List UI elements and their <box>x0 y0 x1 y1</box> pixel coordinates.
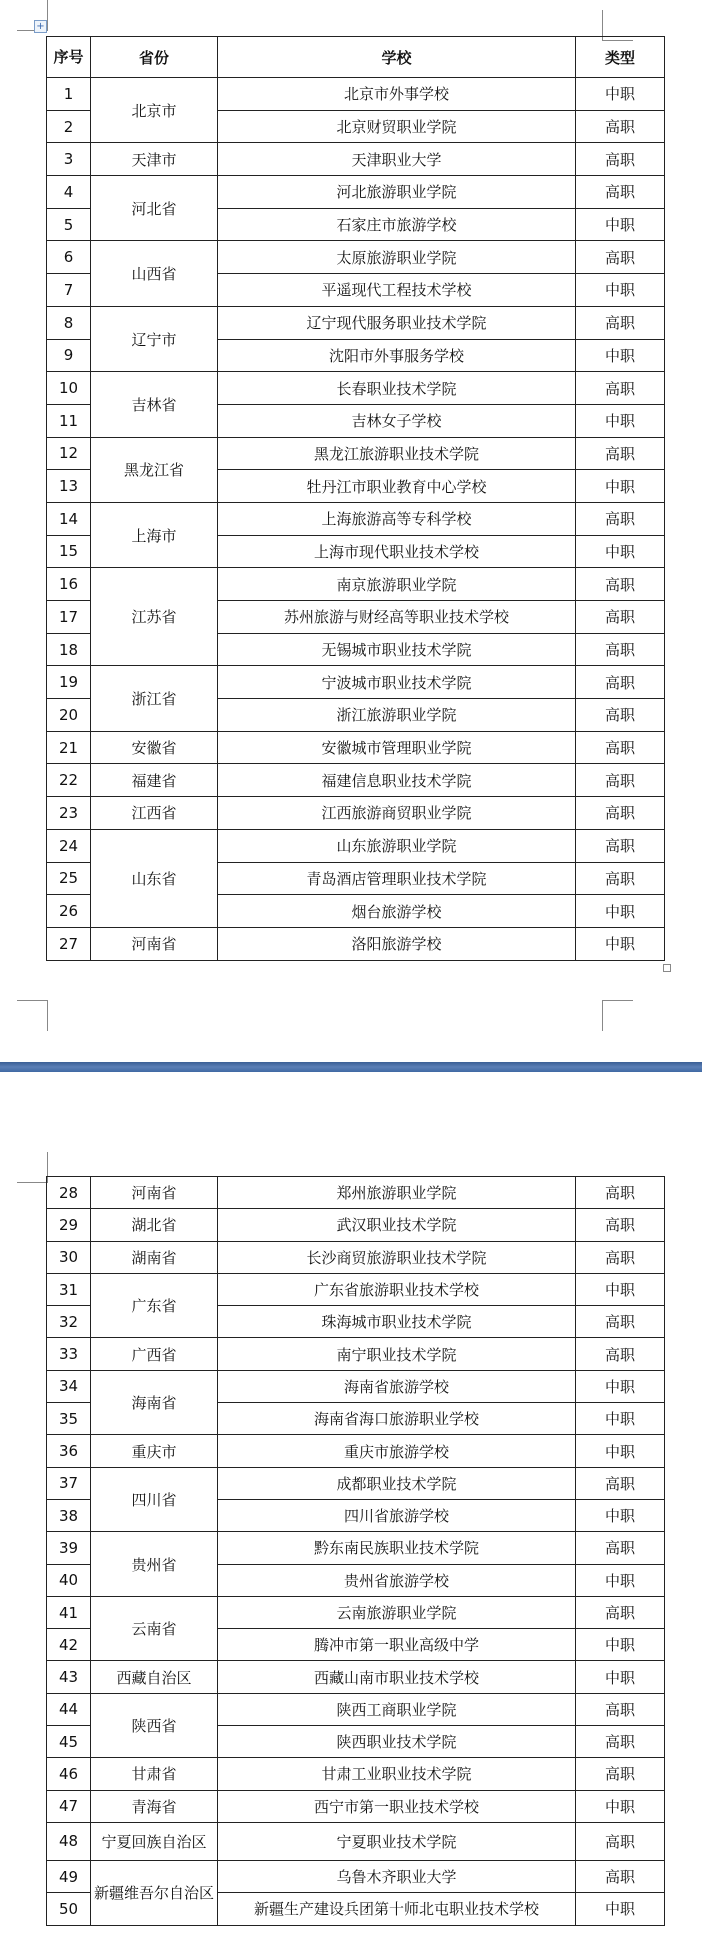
school-cell: 吉林女子学校 <box>218 404 576 437</box>
row-number: 45 <box>47 1726 91 1758</box>
school-cell: 辽宁现代服务职业技术学院 <box>218 306 576 339</box>
province-cell: 青海省 <box>91 1790 218 1822</box>
table-row <box>47 1822 665 1860</box>
type-cell: 高职 <box>576 568 665 601</box>
province-cell: 贵州省 <box>91 1532 218 1597</box>
type-cell: 高职 <box>576 1241 665 1273</box>
row-number: 48 <box>47 1822 91 1860</box>
type-cell: 中职 <box>576 1893 665 1925</box>
crop-mark <box>17 1152 48 1183</box>
school-cell: 江西旅游商贸职业学院 <box>218 797 576 830</box>
type-cell: 高职 <box>576 731 665 764</box>
province-cell: 天津市 <box>91 143 218 176</box>
province-cell: 河南省 <box>91 1177 218 1209</box>
row-number: 8 <box>47 306 91 339</box>
table-move-handle-icon[interactable]: + <box>34 20 47 33</box>
school-cell: 长沙商贸旅游职业技术学院 <box>218 1241 576 1273</box>
row-number: 44 <box>47 1693 91 1725</box>
type-cell: 中职 <box>576 78 665 111</box>
type-cell: 中职 <box>576 1273 665 1305</box>
header-type: 类型 <box>576 37 665 78</box>
row-number: 7 <box>47 274 91 307</box>
school-cell: 烟台旅游学校 <box>218 895 576 928</box>
table-row <box>47 666 665 699</box>
row-number: 47 <box>47 1790 91 1822</box>
type-cell: 中职 <box>576 1435 665 1467</box>
type-cell: 高职 <box>576 797 665 830</box>
school-cell: 安徽城市管理职业学院 <box>218 731 576 764</box>
type-cell: 高职 <box>576 1209 665 1241</box>
type-cell: 高职 <box>576 601 665 634</box>
row-number: 19 <box>47 666 91 699</box>
school-cell: 平遥现代工程技术学校 <box>218 274 576 307</box>
row-number: 41 <box>47 1596 91 1628</box>
row-number: 29 <box>47 1209 91 1241</box>
school-cell: 北京财贸职业学院 <box>218 110 576 143</box>
type-cell: 中职 <box>576 208 665 241</box>
school-cell: 太原旅游职业学院 <box>218 241 576 274</box>
row-number: 22 <box>47 764 91 797</box>
school-cell: 福建信息职业技术学院 <box>218 764 576 797</box>
table-row <box>47 927 665 960</box>
document-page-2 <box>0 1072 702 1957</box>
row-number: 17 <box>47 601 91 634</box>
type-cell: 高职 <box>576 1467 665 1499</box>
row-number: 36 <box>47 1435 91 1467</box>
province-cell: 安徽省 <box>91 731 218 764</box>
type-cell: 中职 <box>576 339 665 372</box>
school-cell: 宁波城市职业技术学院 <box>218 666 576 699</box>
type-cell: 高职 <box>576 1306 665 1338</box>
school-cell: 浙江旅游职业学院 <box>218 699 576 732</box>
row-number: 1 <box>47 78 91 111</box>
province-cell: 四川省 <box>91 1467 218 1532</box>
row-number: 50 <box>47 1893 91 1925</box>
province-cell: 河南省 <box>91 927 218 960</box>
page-separator <box>0 1062 702 1072</box>
row-number: 20 <box>47 699 91 732</box>
school-cell: 甘肃工业职业技术学院 <box>218 1758 576 1790</box>
type-cell: 中职 <box>576 1370 665 1402</box>
table-row <box>47 568 665 601</box>
province-cell: 湖南省 <box>91 1241 218 1273</box>
school-cell: 天津职业大学 <box>218 143 576 176</box>
type-cell: 高职 <box>576 176 665 209</box>
table-row <box>47 1209 665 1241</box>
row-number: 32 <box>47 1306 91 1338</box>
type-cell: 高职 <box>576 1726 665 1758</box>
province-cell: 山西省 <box>91 241 218 306</box>
school-cell: 乌鲁木齐职业大学 <box>218 1860 576 1892</box>
province-cell: 广东省 <box>91 1273 218 1338</box>
row-number: 23 <box>47 797 91 830</box>
row-number: 38 <box>47 1499 91 1531</box>
table-row <box>47 1693 665 1725</box>
table-row <box>47 1435 665 1467</box>
type-cell: 中职 <box>576 404 665 437</box>
table-row <box>47 372 665 405</box>
province-cell: 北京市 <box>91 78 218 143</box>
row-number: 33 <box>47 1338 91 1370</box>
row-number: 2 <box>47 110 91 143</box>
type-cell: 中职 <box>576 274 665 307</box>
table-row <box>47 1338 665 1370</box>
table-row <box>47 306 665 339</box>
table-row <box>47 1596 665 1628</box>
school-cell: 西宁市第一职业技术学校 <box>218 1790 576 1822</box>
type-cell: 高职 <box>576 1860 665 1892</box>
province-cell: 黑龙江省 <box>91 437 218 502</box>
header-seq: 序号 <box>47 37 91 78</box>
row-number: 16 <box>47 568 91 601</box>
province-cell: 广西省 <box>91 1338 218 1370</box>
row-number: 39 <box>47 1532 91 1564</box>
school-cell: 沈阳市外事服务学校 <box>218 339 576 372</box>
table-row <box>47 1758 665 1790</box>
school-cell: 苏州旅游与财经高等职业技术学校 <box>218 601 576 634</box>
header-school: 学校 <box>218 37 576 78</box>
school-cell: 腾冲市第一职业高级中学 <box>218 1629 576 1661</box>
type-cell: 中职 <box>576 1629 665 1661</box>
type-cell: 中职 <box>576 535 665 568</box>
school-cell: 石家庄市旅游学校 <box>218 208 576 241</box>
row-number: 43 <box>47 1661 91 1693</box>
school-cell: 上海旅游高等专科学校 <box>218 502 576 535</box>
row-number: 10 <box>47 372 91 405</box>
type-cell: 高职 <box>576 502 665 535</box>
school-cell: 重庆市旅游学校 <box>218 1435 576 1467</box>
table-row <box>47 1860 665 1892</box>
province-cell: 甘肃省 <box>91 1758 218 1790</box>
table-row <box>47 1790 665 1822</box>
province-cell: 海南省 <box>91 1370 218 1435</box>
type-cell: 高职 <box>576 306 665 339</box>
table-row <box>47 78 665 111</box>
province-cell: 辽宁市 <box>91 306 218 371</box>
school-cell: 西藏山南市职业技术学校 <box>218 1661 576 1693</box>
school-cell: 云南旅游职业学院 <box>218 1596 576 1628</box>
type-cell: 中职 <box>576 1790 665 1822</box>
province-cell: 浙江省 <box>91 666 218 731</box>
crop-mark <box>602 1000 633 1031</box>
type-cell: 高职 <box>576 1758 665 1790</box>
table-row <box>47 241 665 274</box>
school-cell: 黑龙江旅游职业技术学院 <box>218 437 576 470</box>
row-number: 35 <box>47 1403 91 1435</box>
row-number: 40 <box>47 1564 91 1596</box>
row-number: 27 <box>47 927 91 960</box>
school-cell: 上海市现代职业技术学校 <box>218 535 576 568</box>
table-row <box>47 1273 665 1305</box>
school-table-part-1 <box>46 36 665 961</box>
type-cell: 高职 <box>576 1532 665 1564</box>
province-cell: 吉林省 <box>91 372 218 437</box>
row-number: 37 <box>47 1467 91 1499</box>
row-number: 5 <box>47 208 91 241</box>
type-cell: 高职 <box>576 1693 665 1725</box>
school-cell: 广东省旅游职业技术学校 <box>218 1273 576 1305</box>
type-cell: 中职 <box>576 927 665 960</box>
table-row <box>47 731 665 764</box>
table-row <box>47 502 665 535</box>
table-header-row <box>47 37 665 78</box>
school-cell: 洛阳旅游学校 <box>218 927 576 960</box>
header-province: 省份 <box>91 37 218 78</box>
row-number: 24 <box>47 829 91 862</box>
type-cell: 中职 <box>576 1661 665 1693</box>
row-number: 9 <box>47 339 91 372</box>
table-row <box>47 797 665 830</box>
row-number: 3 <box>47 143 91 176</box>
school-cell: 长春职业技术学院 <box>218 372 576 405</box>
row-number: 25 <box>47 862 91 895</box>
type-cell: 高职 <box>576 1338 665 1370</box>
table-row <box>47 1467 665 1499</box>
type-cell: 中职 <box>576 1403 665 1435</box>
school-cell: 黔东南民族职业技术学院 <box>218 1532 576 1564</box>
school-cell: 宁夏职业技术学院 <box>218 1822 576 1860</box>
row-number: 11 <box>47 404 91 437</box>
type-cell: 高职 <box>576 241 665 274</box>
type-cell: 中职 <box>576 470 665 503</box>
province-cell: 上海市 <box>91 502 218 567</box>
school-cell: 牡丹江市职业教育中心学校 <box>218 470 576 503</box>
row-number: 4 <box>47 176 91 209</box>
school-cell: 郑州旅游职业学院 <box>218 1177 576 1209</box>
table-row <box>47 437 665 470</box>
province-cell: 新疆维吾尔自治区 <box>91 1860 218 1925</box>
table-row <box>47 829 665 862</box>
table-row <box>47 176 665 209</box>
province-cell: 重庆市 <box>91 1435 218 1467</box>
crop-mark <box>17 1000 48 1031</box>
province-cell: 陕西省 <box>91 1693 218 1758</box>
type-cell: 高职 <box>576 862 665 895</box>
row-number: 31 <box>47 1273 91 1305</box>
school-cell: 陕西工商职业学院 <box>218 1693 576 1725</box>
province-cell: 宁夏回族自治区 <box>91 1822 218 1860</box>
table-row <box>47 1532 665 1564</box>
row-number: 14 <box>47 502 91 535</box>
type-cell: 高职 <box>576 633 665 666</box>
school-cell: 珠海城市职业技术学院 <box>218 1306 576 1338</box>
row-number: 26 <box>47 895 91 928</box>
table-row <box>47 1177 665 1209</box>
type-cell: 高职 <box>576 143 665 176</box>
type-cell: 高职 <box>576 699 665 732</box>
type-cell: 高职 <box>576 1822 665 1860</box>
row-number: 49 <box>47 1860 91 1892</box>
row-number: 21 <box>47 731 91 764</box>
province-cell: 湖北省 <box>91 1209 218 1241</box>
school-cell: 无锡城市职业技术学院 <box>218 633 576 666</box>
school-cell: 陕西职业技术学院 <box>218 1726 576 1758</box>
table-row <box>47 764 665 797</box>
row-number: 46 <box>47 1758 91 1790</box>
school-cell: 山东旅游职业学院 <box>218 829 576 862</box>
row-number: 15 <box>47 535 91 568</box>
table-row <box>47 1241 665 1273</box>
type-cell: 高职 <box>576 437 665 470</box>
school-cell: 成都职业技术学院 <box>218 1467 576 1499</box>
school-cell: 南京旅游职业学院 <box>218 568 576 601</box>
row-number: 34 <box>47 1370 91 1402</box>
table-row <box>47 143 665 176</box>
school-cell: 海南省海口旅游职业学校 <box>218 1403 576 1435</box>
table-resize-handle[interactable] <box>663 964 671 972</box>
school-cell: 海南省旅游学校 <box>218 1370 576 1402</box>
type-cell: 高职 <box>576 110 665 143</box>
row-number: 42 <box>47 1629 91 1661</box>
school-cell: 青岛酒店管理职业技术学院 <box>218 862 576 895</box>
type-cell: 高职 <box>576 764 665 797</box>
type-cell: 中职 <box>576 895 665 928</box>
row-number: 6 <box>47 241 91 274</box>
table-row <box>47 1370 665 1402</box>
province-cell: 江西省 <box>91 797 218 830</box>
school-cell: 贵州省旅游学校 <box>218 1564 576 1596</box>
province-cell: 河北省 <box>91 176 218 241</box>
province-cell: 云南省 <box>91 1596 218 1661</box>
type-cell: 中职 <box>576 1564 665 1596</box>
table-row <box>47 1661 665 1693</box>
province-cell: 西藏自治区 <box>91 1661 218 1693</box>
school-cell: 河北旅游职业学院 <box>218 176 576 209</box>
type-cell: 中职 <box>576 1499 665 1531</box>
type-cell: 高职 <box>576 372 665 405</box>
province-cell: 山东省 <box>91 829 218 927</box>
type-cell: 高职 <box>576 1177 665 1209</box>
school-table-part-2 <box>46 1176 665 1926</box>
row-number: 28 <box>47 1177 91 1209</box>
school-cell: 北京市外事学校 <box>218 78 576 111</box>
row-number: 13 <box>47 470 91 503</box>
province-cell: 江苏省 <box>91 568 218 666</box>
school-cell: 四川省旅游学校 <box>218 1499 576 1531</box>
school-cell: 武汉职业技术学院 <box>218 1209 576 1241</box>
school-cell: 新疆生产建设兵团第十师北屯职业技术学校 <box>218 1893 576 1925</box>
row-number: 12 <box>47 437 91 470</box>
province-cell: 福建省 <box>91 764 218 797</box>
type-cell: 高职 <box>576 666 665 699</box>
type-cell: 高职 <box>576 829 665 862</box>
row-number: 18 <box>47 633 91 666</box>
type-cell: 高职 <box>576 1596 665 1628</box>
school-cell: 南宁职业技术学院 <box>218 1338 576 1370</box>
row-number: 30 <box>47 1241 91 1273</box>
